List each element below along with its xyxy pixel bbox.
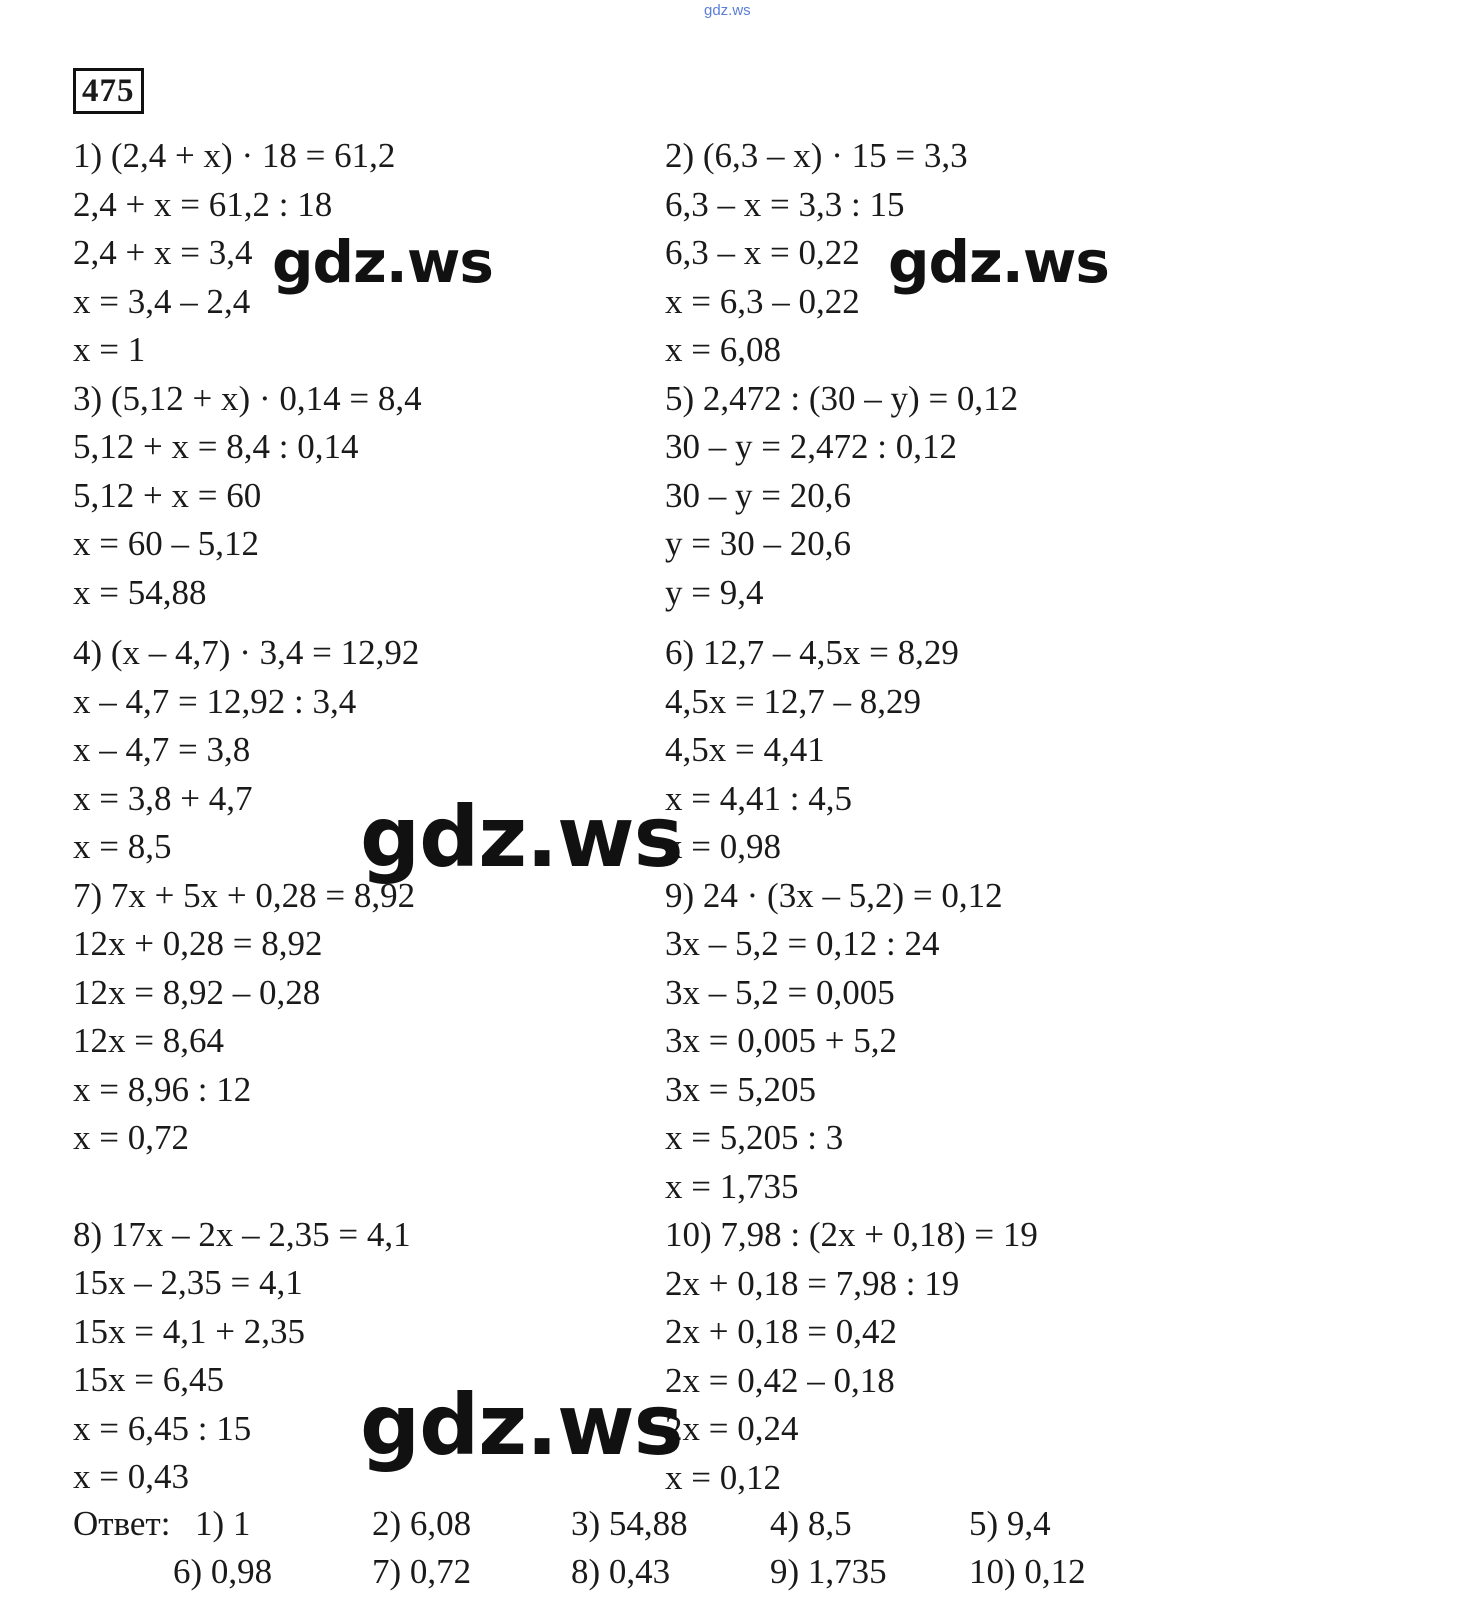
- equation-line: 3x – 5,2 = 0,12 : 24: [665, 924, 940, 963]
- equation-line: 2x + 0,18 = 0,42: [665, 1312, 897, 1351]
- answer-item: 3) 54,88: [571, 1504, 688, 1543]
- equation-line: 5,12 + x = 8,4 : 0,14: [73, 427, 359, 466]
- equation-line: x = 3,4 – 2,4: [73, 281, 251, 321]
- equation-line: x = 4,41 : 4,5: [665, 778, 852, 818]
- answer-item: 8) 0,43: [571, 1552, 671, 1591]
- equation-line: x = 0,43: [73, 1457, 189, 1496]
- equation-line: x = 6,08: [665, 330, 781, 369]
- equation-line: 30 – y = 2,472 : 0,12: [665, 427, 957, 466]
- answer-item: 9) 1,735: [770, 1552, 887, 1591]
- problem-number: 475: [73, 68, 144, 114]
- equation-line: x = 8,5: [73, 827, 172, 866]
- equation-line: 6,3 – x = 3,3 : 15: [665, 184, 905, 224]
- equation-line: 15x = 4,1 + 2,35: [73, 1311, 305, 1351]
- watermark: gdz.ws: [272, 228, 493, 296]
- site-mark: gdz.ws: [704, 2, 751, 19]
- equation-line: x = 0,98: [665, 827, 781, 866]
- watermark: gdz.ws: [360, 788, 683, 886]
- equation-line: x = 8,96 : 12: [73, 1069, 252, 1109]
- equation-line: x = 1,735: [665, 1166, 799, 1206]
- equation-line: 2x + 0,18 = 7,98 : 19: [665, 1263, 960, 1303]
- equation-line: 8) 17x – 2x – 2,35 = 4,1: [73, 1214, 411, 1254]
- equation-line: 5,12 + x = 60: [73, 475, 262, 515]
- equation-line: x – 4,7 = 3,8: [73, 730, 251, 769]
- equation-line: 6,3 – x = 0,22: [665, 233, 860, 272]
- answer-item: 6) 0,98: [173, 1552, 273, 1591]
- equation-line: 5) 2,472 : (30 – y) = 0,12: [665, 378, 1019, 418]
- equation-line: 3x – 5,2 = 0,005: [665, 972, 895, 1012]
- equation-line: 30 – y = 20,6: [665, 475, 851, 515]
- equation-line: 15x – 2,35 = 4,1: [73, 1263, 303, 1302]
- equation-line: 4) (x – 4,7) · 3,4 = 12,92: [73, 633, 420, 672]
- answer-item: 4) 8,5: [770, 1504, 852, 1543]
- equation-line: 15x = 6,45: [73, 1360, 224, 1399]
- equation-line: 3) (5,12 + x) · 0,14 = 8,4: [73, 378, 422, 418]
- equation-line: 2x = 0,42 – 0,18: [665, 1360, 895, 1400]
- answer-item: 5) 9,4: [969, 1504, 1051, 1543]
- equation-line: x – 4,7 = 12,92 : 3,4: [73, 681, 357, 721]
- equation-line: 2,4 + x = 61,2 : 18: [73, 184, 333, 224]
- equation-line: 4,5x = 12,7 – 8,29: [665, 681, 921, 721]
- equation-line: 2,4 + x = 3,4: [73, 233, 253, 272]
- equation-line: 9) 24 · (3x – 5,2) = 0,12: [665, 875, 1003, 915]
- answer-item: 10) 0,12: [969, 1552, 1086, 1591]
- equation-line: 12x + 0,28 = 8,92: [73, 924, 323, 963]
- equation-line: 10) 7,98 : (2x + 0,18) = 19: [665, 1215, 1038, 1254]
- equation-line: 2) (6,3 – x) · 15 = 3,3: [665, 136, 968, 175]
- equation-line: y = 9,4: [665, 572, 764, 612]
- equation-line: 2x = 0,24: [665, 1409, 799, 1448]
- equation-line: 3x = 5,205: [665, 1069, 816, 1109]
- equation-line: 12x = 8,64: [73, 1021, 224, 1060]
- equation-line: 4,5x = 4,41: [665, 730, 825, 769]
- equation-line: x = 1: [73, 330, 146, 369]
- equation-line: x = 6,45 : 15: [73, 1408, 252, 1448]
- answer-label: Ответ:: [73, 1504, 171, 1543]
- watermark: gdz.ws: [888, 228, 1109, 296]
- equation-line: x = 5,205 : 3: [665, 1118, 844, 1157]
- equation-line: x = 60 – 5,12: [73, 524, 259, 563]
- answer-item: 2) 6,08: [372, 1504, 472, 1543]
- equation-line: x = 0,72: [73, 1118, 189, 1157]
- equation-line: 7) 7x + 5x + 0,28 = 8,92: [73, 875, 416, 915]
- watermark: gdz.ws: [360, 1376, 683, 1474]
- equation-line: x = 54,88: [73, 572, 207, 612]
- equation-line: x = 0,12: [665, 1457, 781, 1497]
- equation-line: 3x = 0,005 + 5,2: [665, 1021, 897, 1060]
- solution-column-right: [665, 132, 1038, 1502]
- answer-item: 7) 0,72: [372, 1552, 472, 1591]
- answer-item: 1) 1: [195, 1504, 251, 1543]
- equation-line: 1) (2,4 + x) · 18 = 61,2: [73, 136, 396, 175]
- equation-line: x = 6,3 – 0,22: [665, 281, 860, 321]
- equation-line: 6) 12,7 – 4,5x = 8,29: [665, 633, 959, 672]
- equation-line: x = 3,8 + 4,7: [73, 778, 253, 818]
- equation-line: 12x = 8,92 – 0,28: [73, 972, 321, 1012]
- equation-line: y = 30 – 20,6: [665, 524, 851, 563]
